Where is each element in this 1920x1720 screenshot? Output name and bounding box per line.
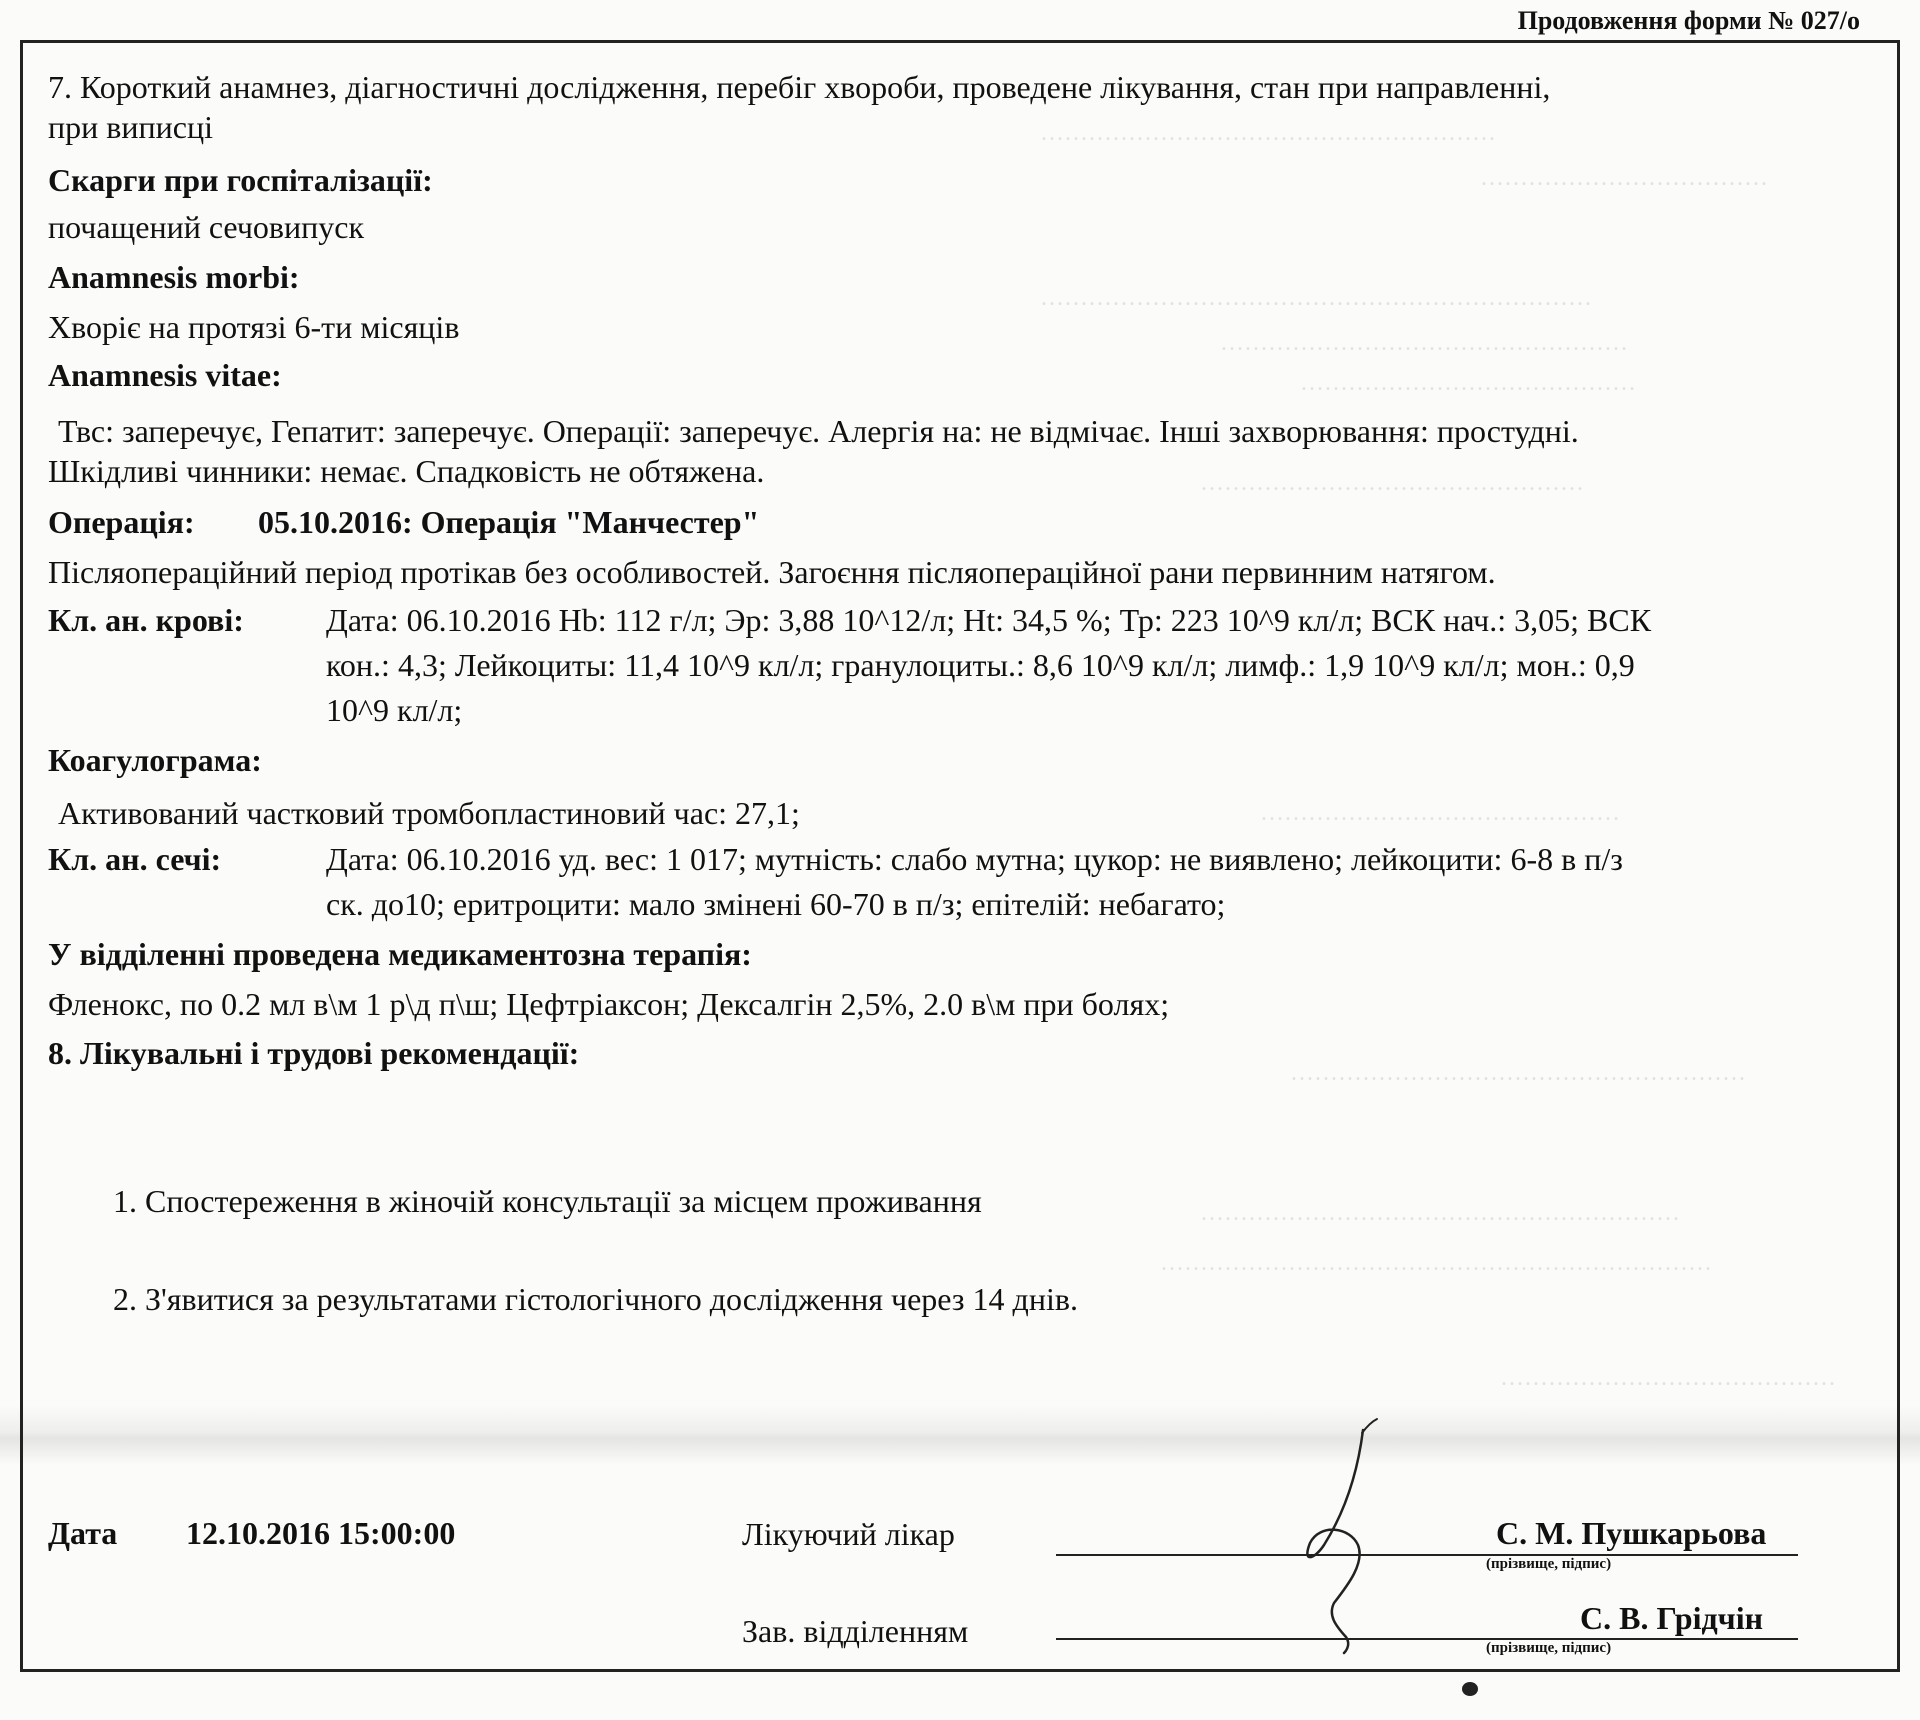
handwritten-signature-icon	[1250, 1415, 1420, 1655]
anamnesis-vitae-line2: Шкідливі чинники: немає. Спадковість не обтяжена.	[48, 453, 765, 489]
complaints-text: почащений сечовипуск	[48, 209, 365, 245]
blood-test-line2: кон.: 4,3; Лейкоциты: 11,4 10^9 кл/л; гранулоциты.: 8,6 10^9 кл/л; лимф.: 1,9 10^9 кл/л; мон.: 0,9	[326, 647, 1635, 683]
complaints-label: Скарги при госпіталізації:	[48, 162, 433, 198]
coagulogram-label: Коагулограма:	[48, 742, 262, 778]
section7-heading: 7. Короткий анамнез, діагностичні дослідження, перебіг хвороби, проведене лікування, стан при направленні,	[48, 69, 1551, 105]
operation-label: Операція:	[48, 504, 195, 540]
date-value: 12.10.2016 15:00:00	[186, 1515, 456, 1551]
signature-line	[1056, 1554, 1798, 1556]
blood-test-line3: 10^9 кл/л;	[326, 692, 463, 728]
therapy-text: Фленокс, по 0.2 мл в\м 1 р\д п\ш; Цефтріаксон; Дексалгін 2,5%, 2.0 в\м при болях;	[48, 986, 1170, 1022]
anamnesis-vitae-label: Anamnesis vitae:	[48, 357, 282, 393]
section7-heading-cont: при виписці	[48, 109, 213, 145]
urine-test-label: Кл. ан. сечі:	[48, 841, 222, 877]
recommendation-item: 1. Спостереження в жіночій консультації за місцем проживання	[113, 1183, 982, 1219]
date-label: Дата	[48, 1515, 118, 1551]
anamnesis-vitae-line1: Твс: заперечує, Гепатит: заперечує. Операції: заперечує. Алергія на: не відмічає. Інші захворювання: простудні.	[58, 413, 1579, 449]
signature-caption: (прізвище, підпис)	[1486, 1556, 1612, 1572]
therapy-label: У відділенні проведена медикаментозна терапія:	[48, 936, 752, 972]
urine-test-line2: ск. до10; еритроцити: мало змінені 60-70 в п/з; епітелій: небагато;	[326, 886, 1226, 922]
attending-doctor-label: Лікуючий лікар	[742, 1516, 955, 1552]
form-continuation-title: Продовження форми № 027/о	[1517, 6, 1860, 35]
postop-text: Післяопераційний період протікав без особливостей. Загоєння післяопераційної рани первинним натягом.	[48, 554, 1496, 590]
recommendation-item: 2. З'явитися за результатами гістологічного дослідження через 14 днів.	[113, 1281, 1078, 1317]
anamnesis-morbi-text: Хворіє на протязі 6-ти місяців	[48, 309, 460, 345]
blood-test-label: Кл. ан. крові:	[48, 602, 244, 638]
signature-line	[1056, 1638, 1798, 1640]
urine-test-line1: Дата: 06.10.2016 уд. вес: 1 017; мутність: слабо мутна; цукор: не виявлено; лейкоцити: 6-8 в п/з	[326, 841, 1623, 877]
department-head-label: Зав. відділенням	[742, 1613, 969, 1649]
section8-heading: 8. Лікувальні і трудові рекомендації:	[48, 1035, 580, 1071]
ink-dot	[1462, 1682, 1478, 1696]
coagulogram-text: Активований частковий тромбопластиновий час: 27,1;	[58, 795, 800, 831]
signature-caption: (прізвище, підпис)	[1486, 1640, 1612, 1656]
anamnesis-morbi-label: Anamnesis morbi:	[48, 259, 300, 295]
attending-doctor-name: С. М. Пушкарьова	[1496, 1515, 1767, 1551]
blood-test-line1: Дата: 06.10.2016 Hb: 112 г/л; Эр: 3,88 10^12/л; Ht: 34,5 %; Тр: 223 10^9 кл/л; ВСК нач.: 3,05; ВСК	[326, 602, 1652, 638]
operation-value: 05.10.2016: Операція "Манчестер"	[258, 504, 760, 540]
department-head-name: С. В. Грідчін	[1580, 1600, 1764, 1636]
